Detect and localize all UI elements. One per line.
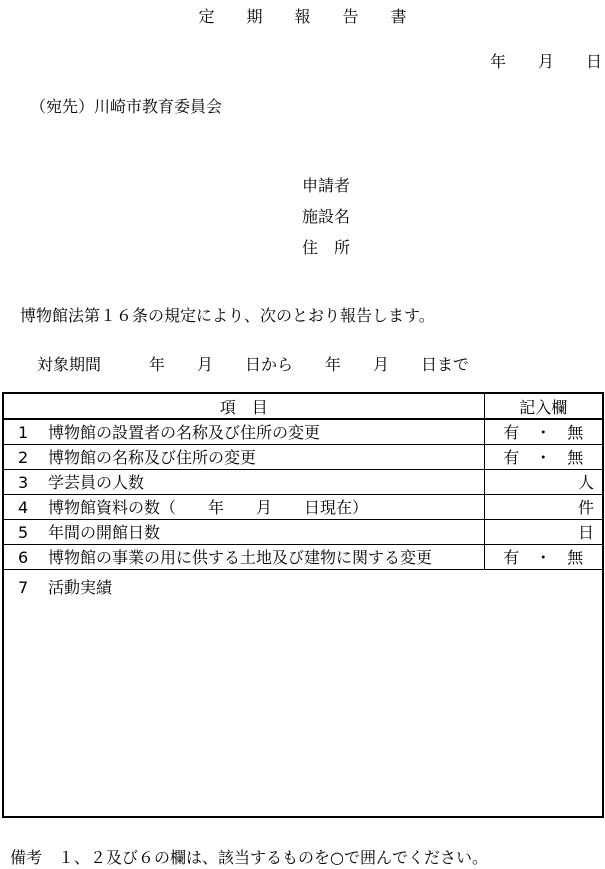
row-number: 7 bbox=[18, 577, 29, 597]
entry-cell: 有 ・ 無 bbox=[484, 444, 603, 469]
entry-cell: 有 ・ 無 bbox=[484, 544, 603, 569]
item-cell bbox=[3, 469, 484, 494]
row-label: 博物館の名称及び住所の変更 bbox=[48, 448, 257, 467]
column-header-item: 項 目 bbox=[3, 393, 484, 419]
table-row-6 bbox=[3, 544, 603, 569]
item-cell bbox=[3, 519, 484, 544]
item-cell bbox=[3, 419, 484, 444]
row-label: 年間の開館日数 bbox=[48, 523, 161, 542]
table-row-2 bbox=[3, 444, 603, 469]
item-cell bbox=[3, 494, 484, 519]
row-number: 4 bbox=[18, 498, 29, 517]
report-statement: 博物館法第１６条の規定により、次のとおり報告します。 bbox=[20, 306, 435, 325]
row-label: 活動実績 bbox=[48, 577, 113, 597]
table-row-1 bbox=[3, 419, 603, 444]
facility-name-label: 施設名 bbox=[302, 207, 351, 226]
remark-note: 備考 １、２及び６の欄は、該当するものを○で囲んでください。 bbox=[10, 848, 488, 867]
entry-cell: 人 bbox=[484, 469, 603, 494]
row-number: 3 bbox=[18, 473, 29, 492]
row-number: 6 bbox=[18, 548, 29, 567]
item-cell bbox=[3, 544, 484, 569]
column-header-entry: 記入欄 bbox=[484, 393, 603, 419]
table-header-row bbox=[3, 393, 603, 419]
row-label: 博物館の設置者の名称及び住所の変更 bbox=[48, 423, 321, 443]
row-number: 2 bbox=[18, 448, 29, 467]
entry-cell: 日 bbox=[484, 519, 603, 544]
target-period-line: 対象期間 年 月 日から 年 月 日まで bbox=[37, 355, 470, 374]
date-fields: 年 月 日 bbox=[489, 52, 602, 71]
entry-cell: 件 bbox=[484, 494, 603, 519]
applicant-label: 申請者 bbox=[302, 176, 351, 195]
row-label: 博物館資料の数（ 年 月 日現在） bbox=[48, 498, 369, 517]
table-row-5 bbox=[3, 519, 603, 544]
form-title: 定期報告書 bbox=[198, 7, 439, 26]
report-table bbox=[2, 392, 604, 818]
row-number: 1 bbox=[18, 423, 29, 443]
address-label: 住 所 bbox=[302, 238, 351, 257]
table-row-4 bbox=[3, 494, 603, 519]
row-label: 学芸員の人数 bbox=[48, 473, 145, 492]
entry-cell: 有 ・ 無 bbox=[484, 419, 603, 444]
activity-results-cell bbox=[3, 569, 603, 817]
table-row-7 bbox=[3, 569, 603, 817]
row-number: 5 bbox=[18, 523, 29, 542]
addressee-line: （宛先）川崎市教育委員会 bbox=[30, 97, 223, 116]
applicant-block bbox=[302, 170, 350, 263]
item-cell bbox=[3, 444, 484, 469]
row-label: 博物館の事業の用に供する土地及び建物に関する変更 bbox=[48, 548, 433, 567]
table-row-3 bbox=[3, 469, 603, 494]
